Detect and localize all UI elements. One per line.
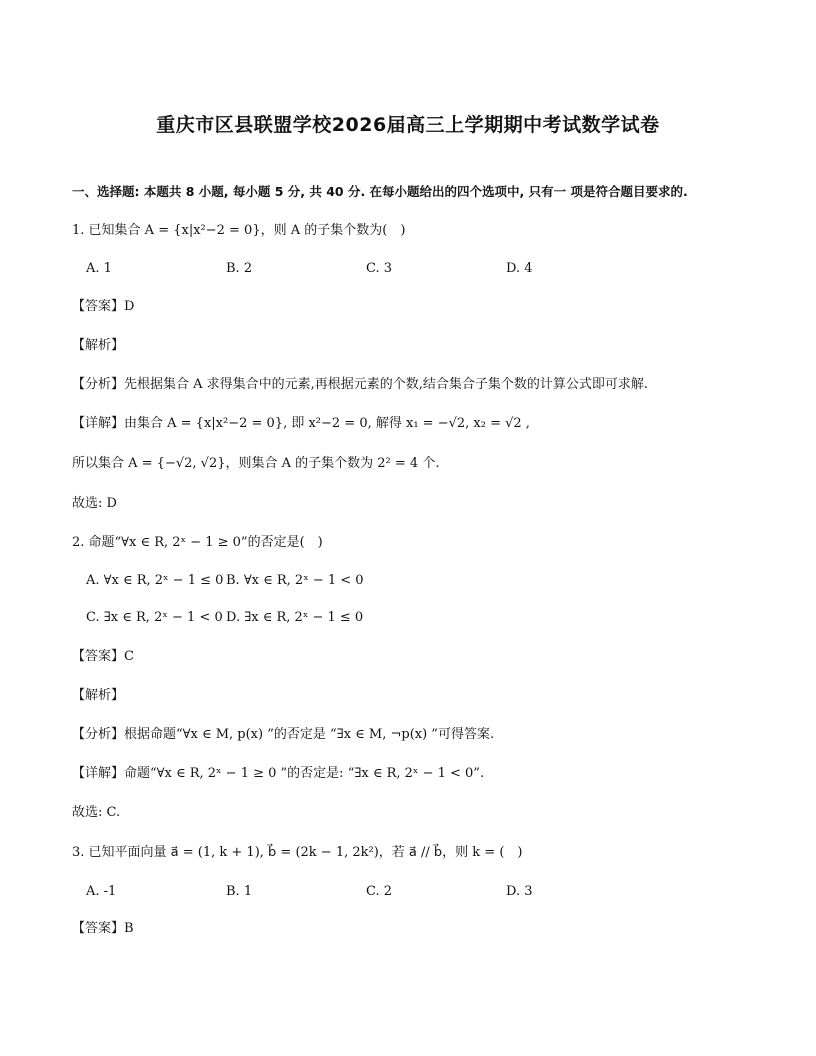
question-3-stem: 3. 已知平面向量 a⃗ = (1, k + 1), b⃗ = (2k − 1, 2k²)，若 a⃗ // b⃗，则 k = ( ) [72, 845, 523, 860]
q2-option-c: C. ∃x ∈ R, 2ˣ − 1 < 0 [86, 610, 223, 625]
q1-option-d: D. 4 [506, 261, 533, 276]
q3-option-d: D. 3 [506, 884, 533, 899]
q1-option-a: A. 1 [86, 261, 112, 276]
q1-analysis-label: 【解析】 [72, 338, 125, 353]
q1-option-c: C. 3 [366, 261, 393, 276]
q1-fenxi: 【分析】先根据集合 A 求得集合中的元素,再根据元素的个数,结合集合子集个数的计算公式即可求解. [72, 377, 649, 392]
q3-answer: 【答案】B [72, 921, 134, 936]
q2-option-d: D. ∃x ∈ R, 2ˣ − 1 ≤ 0 [226, 610, 364, 625]
q2-answer: 【答案】C [72, 649, 134, 664]
q2-fenxi: 【分析】根据命题“∀x ∈ M, p(x) ”的否定是 “∃x ∈ M, ¬p(x) ”可得答案. [72, 727, 495, 742]
q2-option-a: A. ∀x ∈ R, 2ˣ − 1 ≤ 0 [86, 573, 224, 588]
q2-option-b: B. ∀x ∈ R, 2ˣ − 1 < 0 [226, 573, 364, 588]
q1-answer: 【答案】D [72, 299, 135, 314]
q3-option-c: C. 2 [366, 884, 393, 899]
section-heading: 一、选择题: 本题共 8 小题, 每小题 5 分, 共 40 分. 在每小题给出的四个选项中, 只有一 项是符合题目要求的. [72, 184, 688, 199]
q3-option-b: B. 1 [226, 884, 253, 899]
question-2-stem: 2. 命题“∀x ∈ R, 2ˣ − 1 ≥ 0”的否定是( ) [72, 535, 323, 550]
q2-xiangjie: 【详解】命题“∀x ∈ R, 2ˣ − 1 ≥ 0 ”的否定是: “∃x ∈ R, 2ˣ − 1 < 0”. [72, 766, 485, 781]
q2-analysis-label: 【解析】 [72, 688, 125, 703]
page-title: 重庆市区县联盟学校2026届高三上学期期中考试数学试卷 [156, 114, 660, 136]
q1-option-b: B. 2 [226, 261, 253, 276]
question-1-stem: 1. 已知集合 A = {x|x²−2 = 0}，则 A 的子集个数为( ) [72, 223, 406, 238]
q2-conclusion: 故选: C. [72, 805, 121, 820]
q3-option-a: A. -1 [86, 884, 117, 899]
q1-xiangjie: 【详解】由集合 A = {x|x²−2 = 0}, 即 x²−2 = 0, 解得 x₁ = −√2, x₂ = √2 , [72, 416, 530, 431]
q1-xiangjie-line2: 所以集合 A = {−√2, √2}，则集合 A 的子集个数为 2² = 4 个. [72, 456, 440, 471]
q1-conclusion: 故选: D [72, 496, 117, 511]
